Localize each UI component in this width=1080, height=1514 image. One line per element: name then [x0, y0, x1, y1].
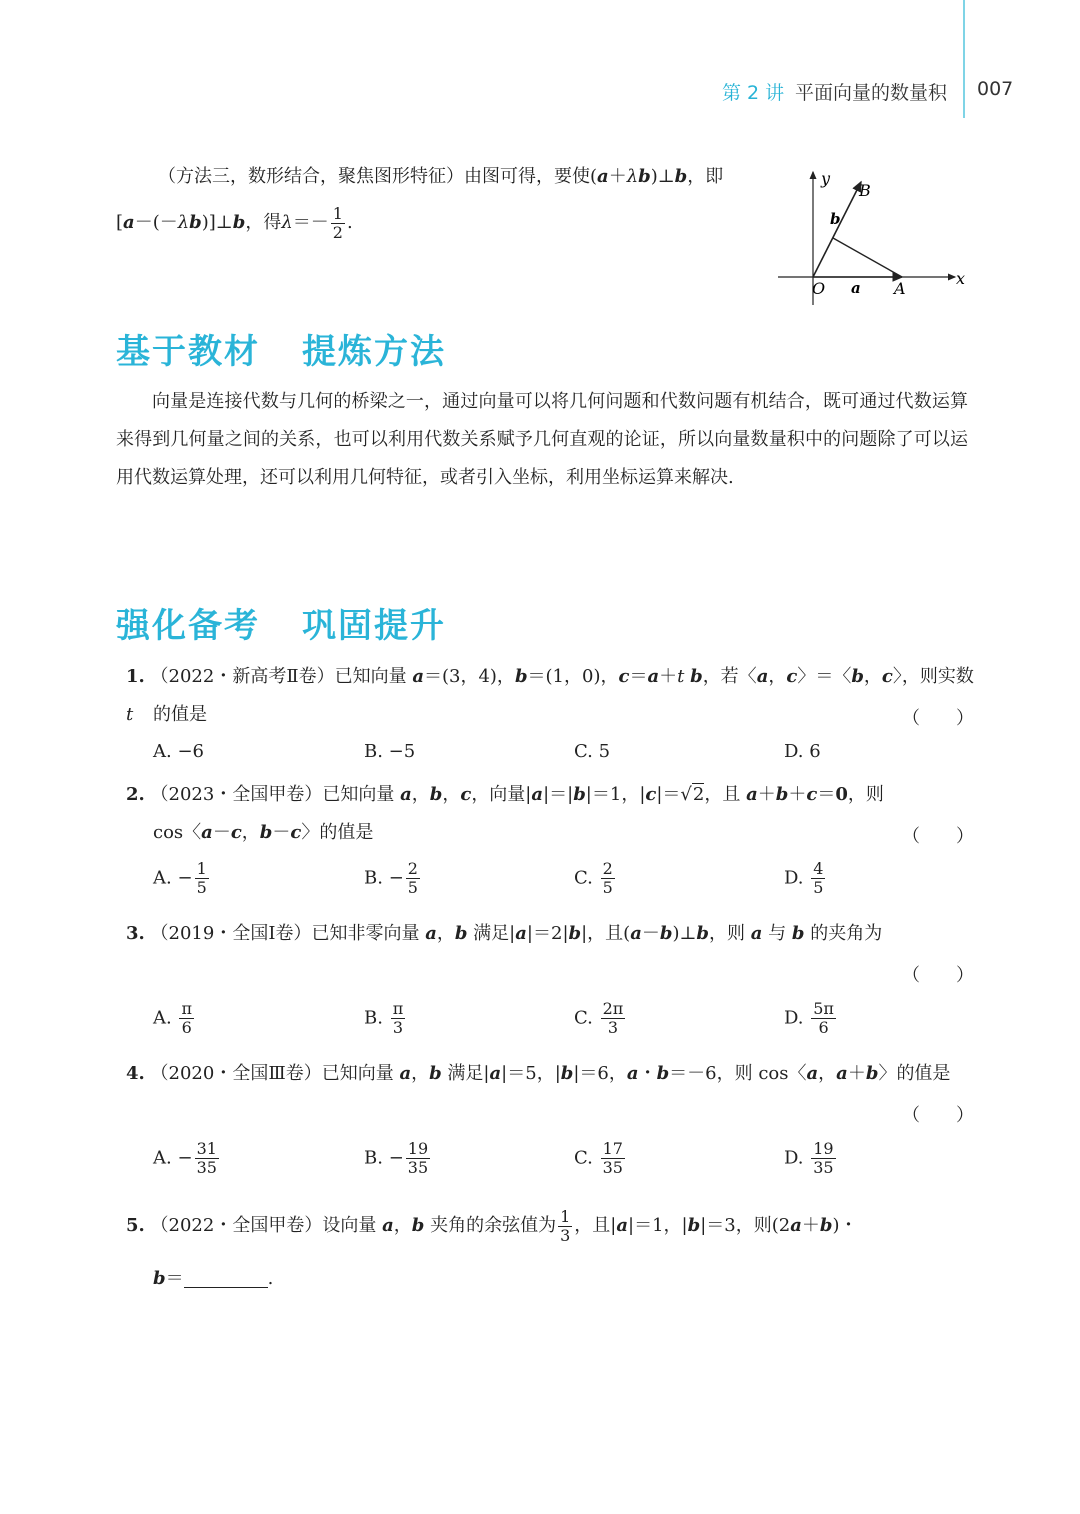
- question-2-tail: cos〈a－c，b－c〉的值是: [153, 822, 374, 843]
- question-1-tail: 的值是: [153, 704, 207, 725]
- method3-line1: （方法三，数形结合，聚焦图形特征）由图可得，要使(a＋λb)⊥b，即: [158, 166, 724, 187]
- q3-option-a: A. $\frac{\pi}{6}$: [153, 999, 192, 1037]
- answer-blank-4: （ ）: [902, 1105, 974, 1126]
- method3-line2: [a－(－λb)]⊥b，得λ＝－ $\frac{1}{2}$ .: [116, 203, 353, 242]
- perpendicular-segment: [833, 238, 902, 277]
- q3-option-c: C. $\frac{2\pi}{3}$: [574, 999, 624, 1037]
- point-a-label: A: [894, 279, 906, 298]
- question-4: 4. （2020・全国Ⅲ卷）已知向量 a，b 满足|a|＝5，|b|＝6，a・b＝－6，则 cos〈a，a＋b〉的值是: [126, 1063, 951, 1084]
- lambda-fraction: $\frac{1}{2}$: [332, 203, 343, 242]
- vector-figure: [770, 160, 970, 310]
- answer-blank-2: （ ）: [902, 826, 974, 847]
- page-number: 007: [977, 78, 1014, 100]
- q2-option-a: A. − $\frac{1}{5}$: [153, 859, 207, 897]
- question-5-line2: b＝ .: [153, 1268, 274, 1289]
- question-2: 2. （2023・全国甲卷）已知向量 a，b，c，向量|a|＝|b|＝1，|c|＝√2，且 a＋b＋c＝0，则: [126, 784, 884, 805]
- header-divider: [963, 0, 965, 118]
- q2-option-d: D. $\frac{4}{5}$: [784, 859, 824, 897]
- q2-option-c: C. $\frac{2}{5}$: [574, 859, 613, 897]
- q4-option-d: D. $\frac{19}{35}$: [784, 1139, 834, 1177]
- vector-a-label: a: [851, 279, 861, 297]
- q5-answer-blank[interactable]: [184, 1267, 268, 1288]
- vector-b-label: b: [830, 210, 841, 228]
- q1-option-a: A. −6: [153, 741, 204, 762]
- q4-option-a: A. − $\frac{31}{35}$: [153, 1139, 217, 1177]
- question-1: 1. （2022・新高考Ⅱ卷）已知向量 a＝(3，4)，b＝(1，0)，c＝a＋t b，若〈a，c〉＝〈b，c〉，则实数 t: [126, 666, 974, 725]
- answer-blank-1: （ ）: [902, 708, 974, 729]
- chapter-title: 平面向量的数量积: [795, 82, 948, 104]
- q4-option-c: C. $\frac{17}{35}$: [574, 1139, 623, 1177]
- question-5: 5. （2022・全国甲卷）设向量 a，b 夹角的余弦值为 $\frac{1}{3}$ ，且|a|＝1，|b|＝3，则(2a＋b)・: [126, 1206, 858, 1245]
- q5-fraction: $\frac{1}{3}$: [560, 1206, 571, 1245]
- y-axis-label: y: [821, 169, 831, 188]
- q4-option-b: B. − $\frac{19}{35}$: [364, 1139, 429, 1177]
- section1-body: 向量是连接代数与几何的桥梁之一，通过向量可以将几何问题和代数问题有机结合，既可通过代数运算来得到几何量之间的关系，也可以利用代数关系赋予几何直观的论证，所以向量数量积中的问题除了可以运用代数运算处理，还可以利用几何特征，或者引入坐标，利用坐标运算来解决.: [116, 391, 968, 488]
- chapter-label: 第 2 讲: [722, 82, 785, 104]
- point-b-label: B: [859, 181, 871, 200]
- q1-option-b: B. −5: [364, 741, 416, 762]
- q2-option-b: B. − $\frac{2}{5}$: [364, 859, 418, 897]
- question-3: 3. （2019・全国Ⅰ卷）已知非零向量 a，b 满足|a|＝2|b|，且(a－b)⊥b，则 a 与 b 的夹角为: [126, 923, 883, 944]
- section-heading-textbook: 基于教材 提炼方法: [116, 332, 446, 372]
- origin-label: O: [812, 279, 826, 298]
- q1-option-d: D. 6: [784, 741, 821, 762]
- x-axis-label: x: [956, 269, 966, 288]
- section-heading-practice: 强化备考 巩固提升: [116, 606, 446, 646]
- q3-option-b: B. $\frac{\pi}{3}$: [364, 999, 404, 1037]
- q3-option-d: D. $\frac{5\pi}{6}$: [784, 999, 834, 1037]
- q1-option-c: C. 5: [574, 741, 611, 762]
- vector-b: [813, 182, 861, 277]
- answer-blank-3: （ ）: [902, 965, 974, 986]
